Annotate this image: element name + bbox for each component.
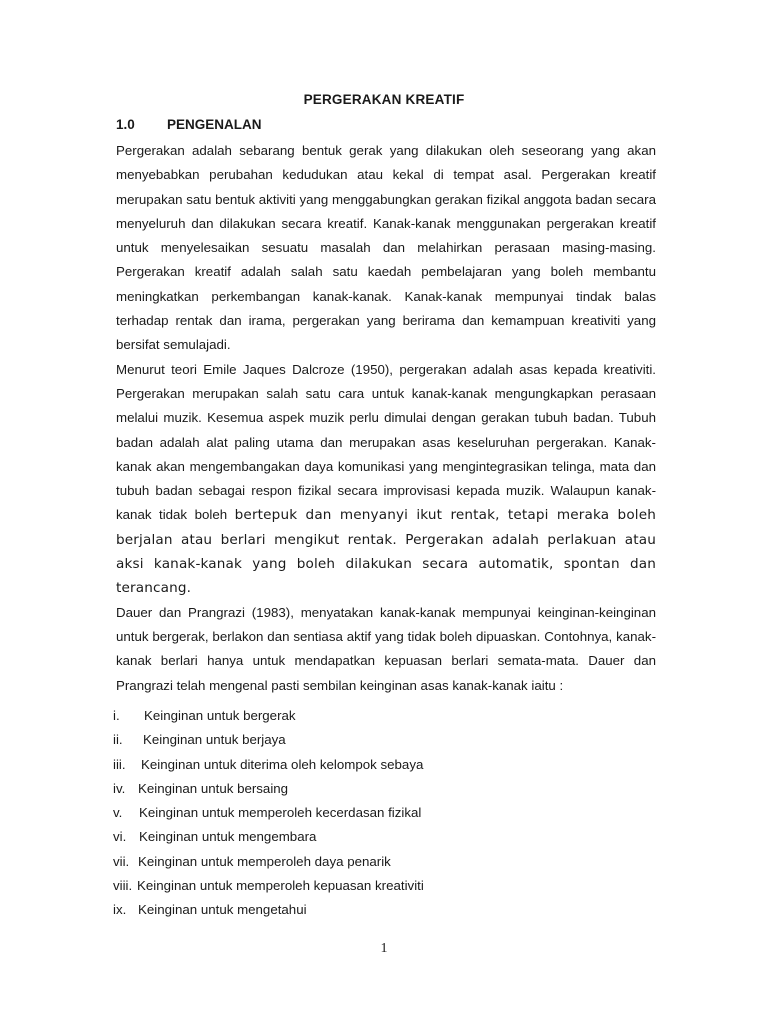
section-heading xyxy=(116,117,262,132)
list-item xyxy=(113,753,653,777)
document-title: PERGERAKAN KREATIF xyxy=(303,92,465,107)
list-numeral: iii. xyxy=(113,756,126,772)
list-text: Keinginan untuk berjaya xyxy=(143,732,286,748)
list-item xyxy=(113,850,653,874)
list-numeral: iv. xyxy=(113,780,126,796)
list-numeral: viii. xyxy=(113,878,133,894)
page-number: 1 xyxy=(380,941,388,956)
list-text: Keinginan untuk mengetahui xyxy=(138,902,307,918)
list-item xyxy=(113,728,653,752)
paragraph-2-part-1: Menurut teori Emile Jaques Dalcroze (1950), pergerakan adalah asas kepada kreativiti. Pergerakan merupakan salah satu cara untuk kanak-kanak mengungkapkan perasaan melalui muzik. Kesemua aspek muzik perlu dimulai dengan gerakan tubuh badan. Tubuh badan adalah alat paling utama dan merupakan asas keseluruhan pergerakan. Kanak-kanak akan mengembangakan daya komunikasi yang mengintegrasikan telinga, mata dan tubuh badan sebagai respon fizikal secara improvisasi kepada muzik. Walaupun kanak-kanak tidak boleh xyxy=(116,361,656,523)
list-numeral: vii. xyxy=(113,853,130,869)
list-text: Keinginan untuk memperoleh kepuasan kreativiti xyxy=(137,878,424,894)
list-item xyxy=(113,801,653,825)
list-numeral: vi. xyxy=(113,829,127,845)
list-numeral: i. xyxy=(113,708,120,723)
list-text: Keinginan untuk bersaing xyxy=(138,780,289,796)
list-text: Keinginan untuk memperoleh kecerdasan fizikal xyxy=(139,805,422,821)
list-text: Keinginan untuk memperoleh daya penarik xyxy=(138,853,391,869)
list-item xyxy=(113,704,653,728)
desires-list xyxy=(113,704,653,923)
section-number: 1.0 xyxy=(116,117,135,132)
list-item xyxy=(113,777,653,801)
paragraph-2-part-2: bertepuk dan menyanyi ikut rentak, tetapi meraka boleh berjalan atau berlari mengikut rentak. Pergerakan adalah perlakuan atau aksi kanak-kanak yang boleh dilakukan secara automatik, spontan dan terancang. xyxy=(116,507,656,597)
list-text: Keinginan untuk mengembara xyxy=(139,829,317,845)
list-item xyxy=(113,825,653,849)
paragraph-3: Dauer dan Prangrazi (1983), menyatakan kanak-kanak mempunyai keinginan-keinginan untuk bergerak, berlakon dan sentiasa aktif yang tidak boleh dipuaskan. Contohnya, kanak-kanak berlari hanya untuk mendapatkan kepuasan berlari semata-mata. Dauer dan Prangrazi telah mengenal pasti sembilan keinginan asas kanak-kanak iaitu : xyxy=(116,604,656,693)
paragraph-1: Pergerakan adalah sebarang bentuk gerak yang dilakukan oleh seseorang yang akan menyebabkan perubahan kedudukan atau kekal di tempat asal. Pergerakan kreatif merupakan satu bentuk aktiviti yang menggabungkan gerakan fizikal anggota badan secara menyeluruh dan dilakukan secara kreatif. Kanak-kanak menggunakan pergerakan kreatif untuk menyelesaikan sesuatu masalah dan melahirkan perasaan masing-masing. Pergerakan kreatif adalah salah satu kaedah pembelajaran yang boleh membantu meningkatkan perkembangan kanak-kanak. Kanak-kanak mempunyai tindak balas terhadap rentak dan irama, pergerakan yang berirama dan kemampuan kreativiti yang bersifat semulajadi. xyxy=(116,143,656,353)
section-title: PENGENALAN xyxy=(167,117,262,132)
list-numeral: v. xyxy=(113,805,123,821)
paragraph-2 xyxy=(116,358,656,601)
list-text: Keinginan untuk bergerak xyxy=(144,708,296,723)
list-item xyxy=(113,874,653,898)
list-text: Keinginan untuk diterima oleh kelompok sebaya xyxy=(141,756,424,772)
body-text xyxy=(116,139,656,698)
list-item xyxy=(113,898,653,922)
list-numeral: ii. xyxy=(113,732,123,748)
list-numeral: ix. xyxy=(113,902,127,918)
